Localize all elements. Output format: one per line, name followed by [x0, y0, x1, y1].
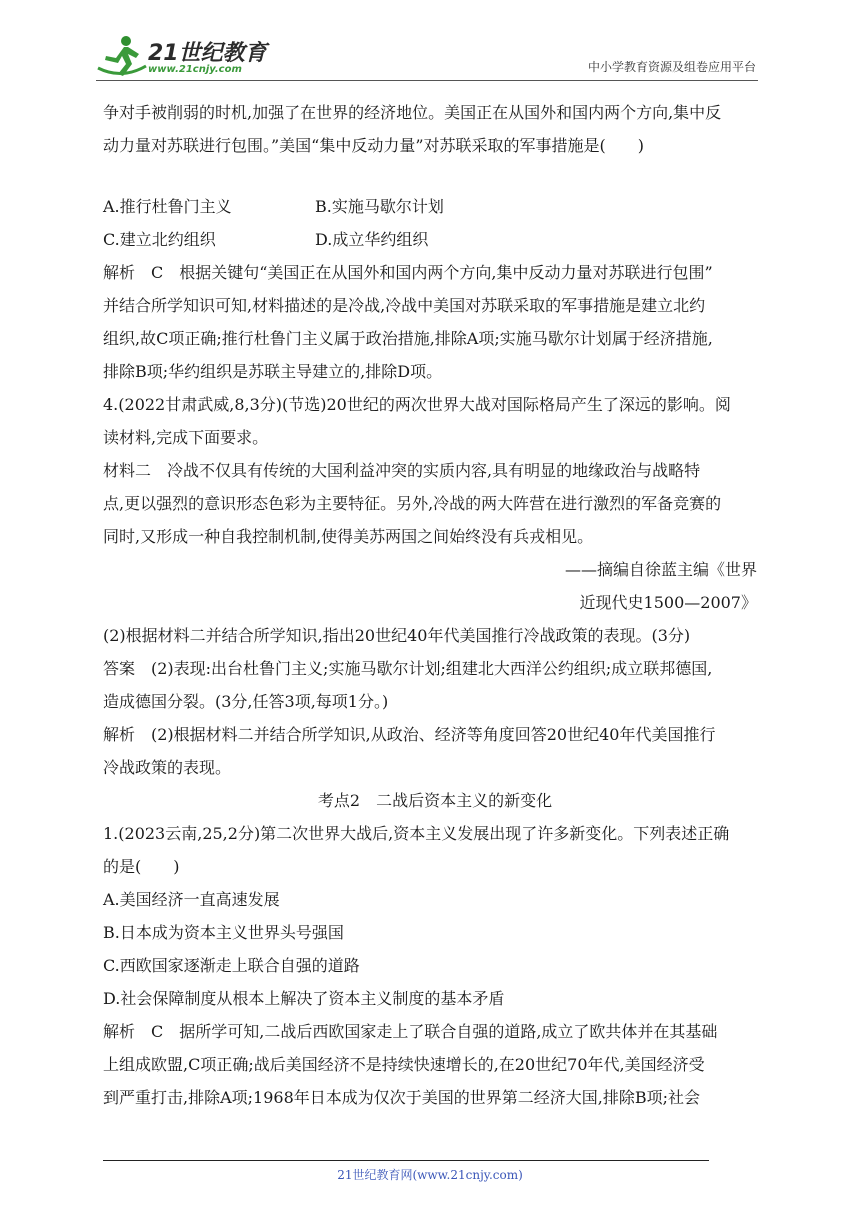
option-c: C.西欧国家逐渐走上联合自强的道路 — [103, 956, 360, 975]
site-logo[interactable] — [96, 34, 266, 78]
sub-question: (2)根据材料二并结合所学知识,指出20世纪40年代美国推行冷战政策的表现。(3分) — [103, 626, 691, 645]
platform-title: 中小学教育资源及组卷应用平台 — [587, 60, 756, 74]
document-body — [103, 96, 767, 1114]
explanation-text: 组织,故C项正确;推行杜鲁门主义属于政治措施,排除A项;实施马歇尔计划属于经济措施, — [103, 329, 713, 348]
logo-url: www.21cnjy.com — [148, 64, 242, 75]
question-text: 动力量对苏联进行包围。”美国“集中反动力量”对苏联采取的军事措施是( ) — [103, 136, 645, 155]
section-heading: 考点2 二战后资本主义的新变化 — [317, 791, 553, 810]
explanation-text: 解析 C 根据关键句“美国正在从国外和国内两个方向,集中反动力量对苏联进行包围” — [103, 263, 713, 282]
explanation-text: 并结合所学知识可知,材料描述的是冷战,冷战中美国对苏联采取的军事措施是建立北约 — [103, 296, 706, 315]
option-c: C.建立北约组织 — [103, 230, 216, 249]
option-d: D.成立华约组织 — [315, 230, 429, 249]
option-d: D.社会保障制度从根本上解决了资本主义制度的基本矛盾 — [103, 989, 505, 1008]
question-4-text: 读材料,完成下面要求。 — [103, 428, 269, 447]
runner-logo-icon — [96, 34, 148, 78]
footer-link[interactable]: 21世纪教育网(www.21cnjy.com) — [337, 1168, 523, 1182]
explanation-text: 解析 (2)根据材料二并结合所学知识,从政治、经济等角度回答20世纪40年代美国推行 — [103, 725, 716, 744]
page-header — [0, 0, 860, 90]
logo-text: 21世纪教育 — [148, 41, 267, 66]
question-1-text: 的是( ) — [103, 857, 180, 876]
header-divider — [96, 80, 758, 81]
explanation-text: 解析 C 据所学可知,二战后西欧国家走上了联合自强的道路,成立了欧共体并在其基础 — [103, 1022, 718, 1041]
question-text: 争对手被削弱的时机,加强了在世界的经济地位。美国正在从国外和国内两个方向,集中反 — [103, 103, 722, 122]
option-a: A.美国经济一直高速发展 — [103, 890, 280, 909]
explanation-text: 冷战政策的表现。 — [103, 758, 232, 777]
explanation-text: 上组成欧盟,C项正确;战后美国经济不是持续快速增长的,在20世纪70年代,美国经济受 — [103, 1055, 705, 1074]
question-1-text: 1.(2023云南,25,2分)第二次世界大战后,资本主义发展出现了许多新变化。下列表述正确 — [103, 824, 730, 843]
answer-text: 造成德国分裂。(3分,任答3项,每项1分。) — [103, 692, 389, 711]
option-row — [103, 190, 767, 223]
footer-divider — [103, 1160, 709, 1161]
material-source: 近现代史1500—2007》 — [579, 593, 757, 612]
material-source: ——摘编自徐蓝主编《世界 — [564, 560, 757, 579]
explanation-text: 排除B项;华约组织是苏联主导建立的,排除D项。 — [103, 362, 443, 381]
option-b: B.日本成为资本主义世界头号强国 — [103, 923, 344, 942]
material-text: 点,更以强烈的意识形态色彩为主要特征。另外,冷战的两大阵营在进行激烈的军备竞赛的 — [103, 494, 722, 513]
option-a: A.推行杜鲁门主义 — [103, 197, 232, 216]
question-4-text: 4.(2022甘肃武威,8,3分)(节选)20世纪的两次世界大战对国际格局产生了深远的影响。阅 — [103, 395, 731, 414]
explanation-text: 到严重打击,排除A项;1968年日本成为仅次于美国的世界第二经济大国,排除B项;社会 — [103, 1088, 700, 1107]
material-text: 材料二 冷战不仅具有传统的大国利益冲突的实质内容,具有明显的地缘政治与战略特 — [103, 461, 701, 480]
option-b: B.实施马歇尔计划 — [315, 197, 444, 216]
material-text: 同时,又形成一种自我控制机制,使得美苏两国之间始终没有兵戎相见。 — [103, 527, 594, 546]
option-row — [103, 223, 767, 256]
answer-text: 答案 (2)表现:出台杜鲁门主义;实施马歇尔计划;组建北大西洋公约组织;成立联邦德国, — [103, 659, 713, 678]
